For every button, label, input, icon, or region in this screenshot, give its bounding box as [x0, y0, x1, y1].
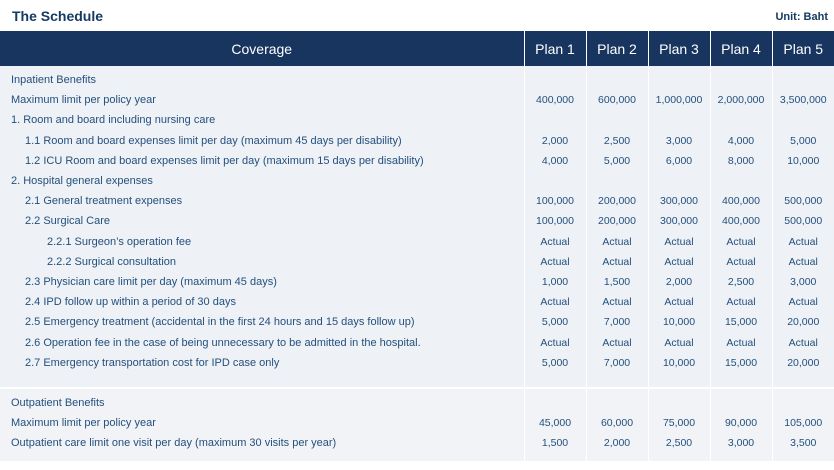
plan-1-value	[524, 110, 586, 130]
plan-4-value: Actual	[710, 332, 772, 352]
coverage-label: 2.2 Surgical Care	[0, 211, 524, 231]
plan-4-value: 400,000	[710, 191, 772, 211]
plan-2-value: 2,000	[586, 433, 648, 453]
plan-3-value: 10,000	[648, 312, 710, 332]
plan-3-value: 300,000	[648, 211, 710, 231]
plan-2-value: 600,000	[586, 90, 648, 110]
table-row	[0, 252, 834, 272]
section-spacer	[0, 453, 834, 461]
plan-4-value: 15,000	[710, 353, 772, 373]
coverage-label: Maximum limit per policy year	[0, 413, 524, 433]
plan-2-value: Actual	[586, 332, 648, 352]
plan-1-value: 1,000	[524, 272, 586, 292]
section-spacer	[0, 373, 834, 387]
table-body	[0, 66, 834, 461]
plan-3-value: 6,000	[648, 151, 710, 171]
plan-3-value: 300,000	[648, 191, 710, 211]
table-row	[0, 232, 834, 252]
coverage-label: 1.1 Room and board expenses limit per day (maximum 45 days per disability)	[0, 131, 524, 151]
table-row	[0, 332, 834, 352]
plan-5-value	[772, 171, 834, 191]
plan-5-value: 3,500	[772, 433, 834, 453]
plan-1-value: 5,000	[524, 353, 586, 373]
plan-2-value: Actual	[586, 232, 648, 252]
plan-2-value	[586, 171, 648, 191]
plan-4-value: 2,000,000	[710, 90, 772, 110]
plan-1-value: Actual	[524, 252, 586, 272]
plan-1-value: 1,500	[524, 433, 586, 453]
coverage-label: 1.2 ICU Room and board expenses limit per day (maximum 15 days per disability)	[0, 151, 524, 171]
plan-4-value: Actual	[710, 232, 772, 252]
plan-3-value: 2,500	[648, 433, 710, 453]
coverage-label: 2. Hospital general expenses	[0, 171, 524, 191]
coverage-label: 1. Room and board including nursing care	[0, 110, 524, 130]
unit-label: Unit: Baht	[775, 11, 828, 23]
plan-5-value: 105,000	[772, 413, 834, 433]
coverage-label: 2.1 General treatment expenses	[0, 191, 524, 211]
plan-4-value: 4,000	[710, 131, 772, 151]
table-row	[0, 312, 834, 332]
plan-3-value: Actual	[648, 252, 710, 272]
column-header-plan-5: Plan 5	[772, 31, 834, 66]
plan-1-value: 100,000	[524, 191, 586, 211]
coverage-label: 2.2.1 Surgeon’s operation fee	[0, 232, 524, 252]
plan-2-value: 2,500	[586, 131, 648, 151]
table-row	[0, 110, 834, 130]
plan-5-value	[772, 110, 834, 130]
plan-5-value: 20,000	[772, 312, 834, 332]
table-row	[0, 131, 834, 151]
plan-5-value: 3,500,000	[772, 90, 834, 110]
plan-5-value: Actual	[772, 232, 834, 252]
section-heading-row	[0, 66, 834, 90]
column-header-plan-3: Plan 3	[648, 31, 710, 66]
plan-5-value: 3,000	[772, 272, 834, 292]
plan-4-value	[710, 171, 772, 191]
section-heading: Inpatient Benefits	[0, 66, 524, 90]
section-heading-row	[0, 389, 834, 413]
plan-2-value: 200,000	[586, 211, 648, 231]
plan-5-value: 500,000	[772, 211, 834, 231]
table-row	[0, 151, 834, 171]
coverage-label: 2.2.2 Surgical consultation	[0, 252, 524, 272]
plan-4-value: Actual	[710, 252, 772, 272]
plan-3-value: Actual	[648, 292, 710, 312]
table-row	[0, 211, 834, 231]
plan-4-value: 90,000	[710, 413, 772, 433]
plan-5-value: 10,000	[772, 151, 834, 171]
table-row	[0, 90, 834, 110]
column-header-plan-4: Plan 4	[710, 31, 772, 66]
plan-2-value: 5,000	[586, 151, 648, 171]
coverage-label: 2.6 Operation fee in the case of being unnecessary to be admitted in the hospital.	[0, 332, 524, 352]
plan-1-value: 2,000	[524, 131, 586, 151]
coverage-label: Outpatient care limit one visit per day (maximum 30 visits per year)	[0, 433, 524, 453]
plan-1-value: 400,000	[524, 90, 586, 110]
table-row	[0, 171, 834, 191]
plan-4-value	[710, 110, 772, 130]
table-row	[0, 433, 834, 453]
plan-3-value: Actual	[648, 332, 710, 352]
plan-5-value: 5,000	[772, 131, 834, 151]
plan-5-value: Actual	[772, 292, 834, 312]
plan-2-value: Actual	[586, 252, 648, 272]
table-row	[0, 353, 834, 373]
title-bar	[0, 0, 834, 31]
plan-5-value: 20,000	[772, 353, 834, 373]
table-row	[0, 191, 834, 211]
column-header-plan-2: Plan 2	[586, 31, 648, 66]
coverage-label: 2.4 IPD follow up within a period of 30 days	[0, 292, 524, 312]
column-header-plan-1: Plan 1	[524, 31, 586, 66]
plan-3-value: 2,000	[648, 272, 710, 292]
table-row	[0, 413, 834, 433]
plan-3-value: 1,000,000	[648, 90, 710, 110]
plan-4-value: 2,500	[710, 272, 772, 292]
plan-2-value: 200,000	[586, 191, 648, 211]
plan-3-value: 3,000	[648, 131, 710, 151]
section-heading: Outpatient Benefits	[0, 389, 524, 413]
column-header-coverage: Coverage	[0, 31, 524, 66]
plan-4-value: Actual	[710, 292, 772, 312]
plan-5-value: Actual	[772, 252, 834, 272]
plan-1-value	[524, 171, 586, 191]
plan-3-value: Actual	[648, 232, 710, 252]
coverage-label: 2.7 Emergency transportation cost for IPD case only	[0, 353, 524, 373]
coverage-label: 2.5 Emergency treatment (accidental in the first 24 hours and 15 days follow up)	[0, 312, 524, 332]
plan-1-value: 4,000	[524, 151, 586, 171]
plan-1-value: Actual	[524, 292, 586, 312]
plan-3-value	[648, 171, 710, 191]
plan-2-value: Actual	[586, 292, 648, 312]
table-row	[0, 272, 834, 292]
plan-5-value: 500,000	[772, 191, 834, 211]
plan-1-value: 100,000	[524, 211, 586, 231]
table-row	[0, 292, 834, 312]
coverage-label: Maximum limit per policy year	[0, 90, 524, 110]
plan-2-value: 1,500	[586, 272, 648, 292]
schedule-table	[0, 31, 834, 461]
table-header-row	[0, 31, 834, 66]
plan-1-value: Actual	[524, 232, 586, 252]
plan-4-value: 400,000	[710, 211, 772, 231]
plan-2-value: 7,000	[586, 353, 648, 373]
plan-1-value: 5,000	[524, 312, 586, 332]
plan-3-value	[648, 110, 710, 130]
coverage-label: 2.3 Physician care limit per day (maximum 45 days)	[0, 272, 524, 292]
plan-4-value: 8,000	[710, 151, 772, 171]
plan-3-value: 75,000	[648, 413, 710, 433]
plan-1-value: Actual	[524, 332, 586, 352]
plan-4-value: 15,000	[710, 312, 772, 332]
plan-1-value: 45,000	[524, 413, 586, 433]
plan-5-value: Actual	[772, 332, 834, 352]
plan-2-value	[586, 110, 648, 130]
plan-2-value: 7,000	[586, 312, 648, 332]
plan-3-value: 10,000	[648, 353, 710, 373]
plan-2-value: 60,000	[586, 413, 648, 433]
plan-4-value: 3,000	[710, 433, 772, 453]
page-title: The Schedule	[12, 8, 104, 24]
